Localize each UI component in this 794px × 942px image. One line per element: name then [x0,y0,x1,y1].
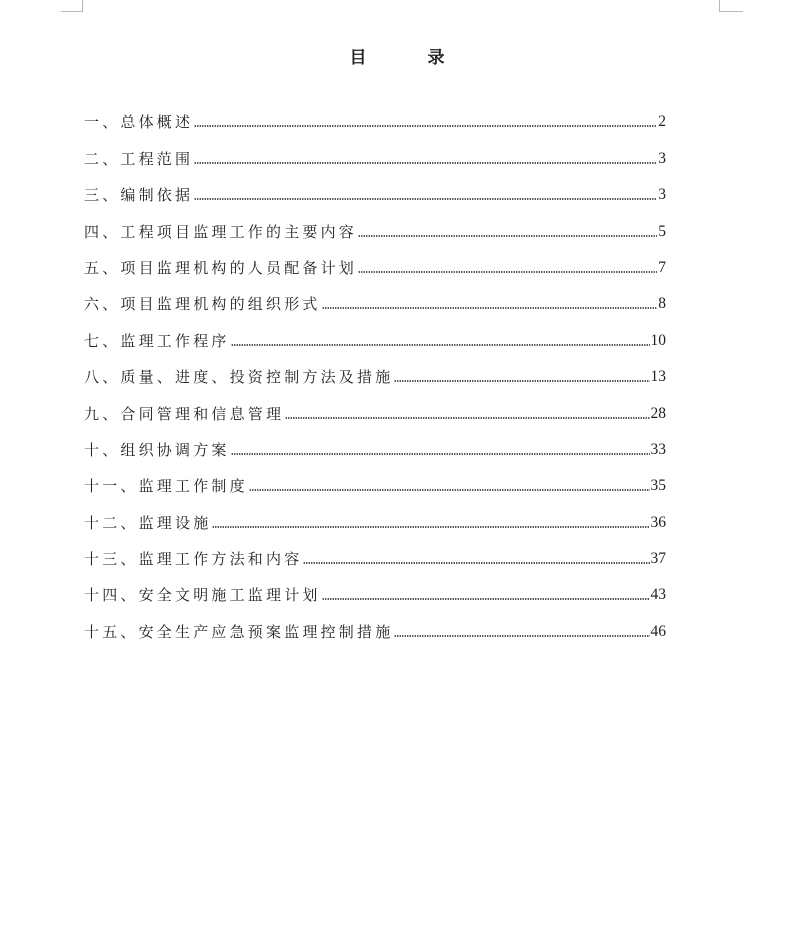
toc-dot-leader [194,162,657,164]
toc-entry[interactable] [84,96,666,132]
toc-entry-label: 十二、监理设施 [84,513,212,532]
toc-entry[interactable] [84,205,666,241]
toc-entry[interactable] [84,533,666,569]
toc-entry[interactable] [84,242,666,278]
toc-entry-page-number: 36 [650,513,666,531]
toc-dot-leader [322,307,658,309]
toc-entry-label: 十四、安全文明施工监理计划 [84,586,321,605]
toc-dot-leader [194,198,657,200]
toc-dot-leader [303,562,649,564]
toc-dot-leader [358,235,657,237]
toc-entry-page-number: 33 [650,440,666,458]
toc-dot-leader [285,417,649,419]
toc-dot-leader [194,125,657,127]
toc-entry-label: 三、编制依据 [84,186,194,205]
toc-entry-page-number: 37 [650,550,666,568]
toc-dot-leader [394,380,649,382]
toc-entry-page-number: 8 [658,295,666,313]
toc-entry[interactable] [84,132,666,168]
toc-entry-page-number: 5 [658,222,666,240]
crop-mark-top-left [61,0,83,12]
toc-list [84,96,666,642]
toc-dot-leader [358,271,657,273]
toc-entry-label: 四、工程项目监理工作的主要内容 [84,222,358,241]
toc-entry-label: 六、项目监理机构的组织形式 [84,295,321,314]
toc-entry-page-number: 43 [650,586,666,604]
toc-dot-leader [212,526,649,528]
toc-entry[interactable] [84,387,666,423]
toc-dot-leader [231,344,650,346]
toc-entry-page-number: 3 [658,149,666,167]
toc-entry-page-number: 28 [650,404,666,422]
toc-entry[interactable] [84,424,666,460]
toc-entry-page-number: 7 [658,258,666,276]
toc-entry[interactable] [84,460,666,496]
toc-entry-label: 十、组织协调方案 [84,440,230,459]
toc-dot-leader [322,598,650,600]
toc-entry[interactable] [84,351,666,387]
toc-entry-label: 五、项目监理机构的人员配备计划 [84,258,358,277]
toc-dot-leader [231,453,650,455]
toc-entry[interactable] [84,169,666,205]
toc-entry[interactable] [84,314,666,350]
toc-entry-label: 八、质量、进度、投资控制方法及措施 [84,368,394,387]
toc-entry-page-number: 10 [650,331,666,349]
toc-entry-label: 十五、安全生产应急预案监理控制措施 [84,622,394,641]
toc-entry[interactable] [84,605,666,641]
toc-dot-leader [249,489,650,491]
toc-entry[interactable] [84,278,666,314]
toc-entry-label: 十一、监理工作制度 [84,477,248,496]
toc-entry-label: 二、工程范围 [84,149,194,168]
toc-entry[interactable] [84,496,666,532]
toc-entry-page-number: 46 [650,622,666,640]
toc-title: 目 录 [349,48,467,68]
crop-mark-top-right [719,0,743,12]
toc-entry[interactable] [84,569,666,605]
toc-dot-leader [394,635,649,637]
toc-entry-label: 一、总体概述 [84,113,194,132]
toc-entry-page-number: 2 [658,113,666,131]
toc-entry-label: 十三、监理工作方法和内容 [84,550,303,569]
toc-entry-page-number: 3 [658,186,666,204]
toc-entry-page-number: 35 [650,477,666,495]
toc-entry-label: 七、监理工作程序 [84,331,230,350]
toc-entry-page-number: 13 [650,368,666,386]
toc-entry-label: 九、合同管理和信息管理 [84,404,285,423]
